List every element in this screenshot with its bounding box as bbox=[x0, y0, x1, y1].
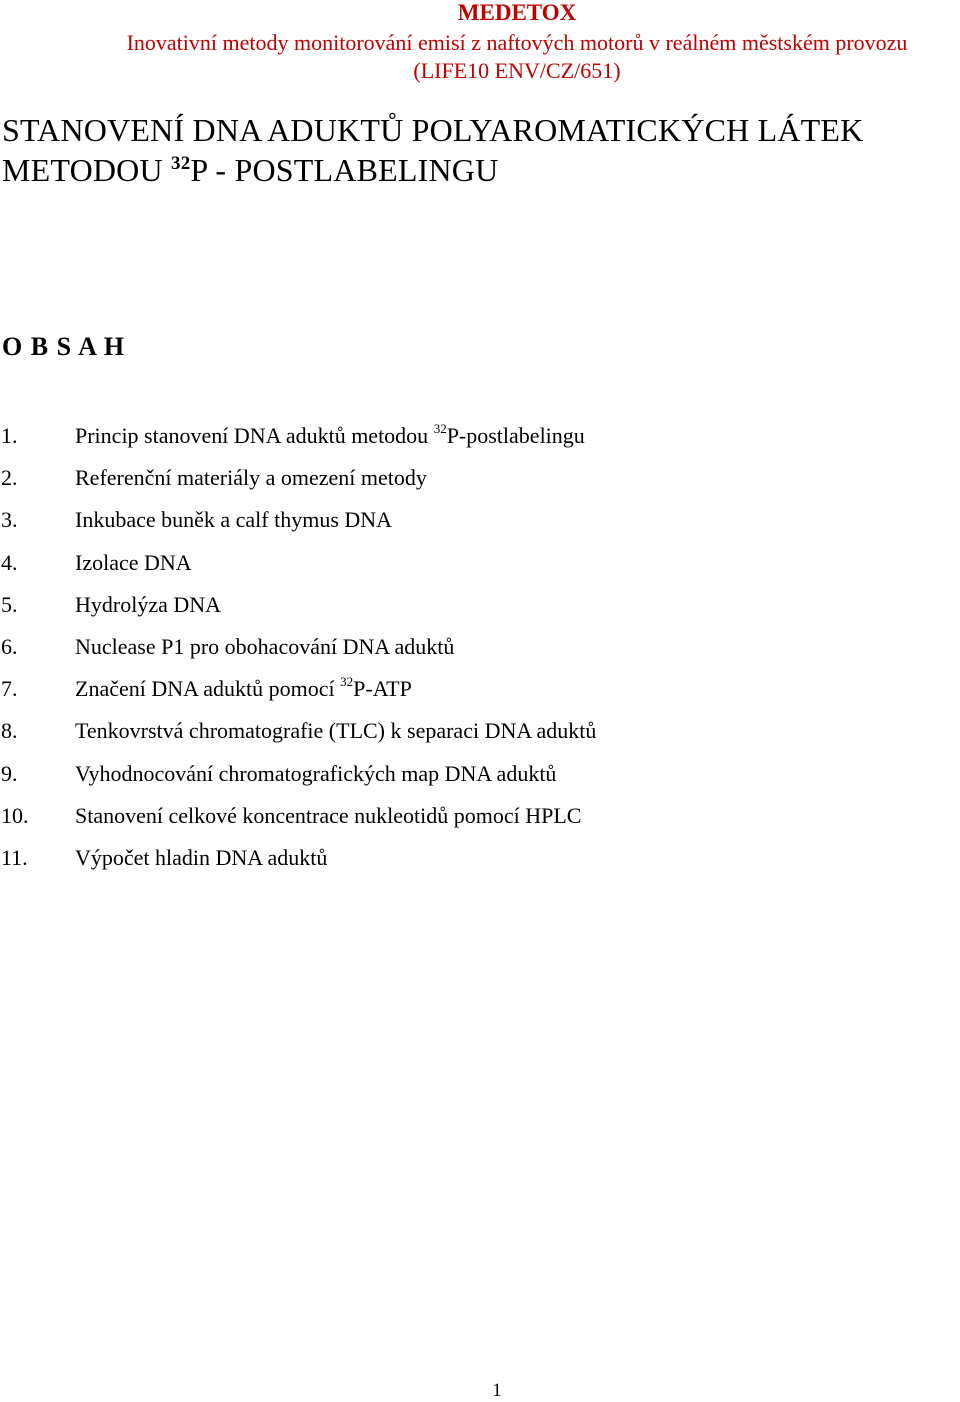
toc-item bbox=[0, 842, 596, 884]
toc-item bbox=[0, 800, 596, 842]
toc-item-title-text: Nuclease P1 pro obohacování DNA aduktů bbox=[75, 633, 455, 659]
toc-item bbox=[0, 462, 596, 504]
toc-item-title-text: Stanovení celkové koncentrace nukleotidů pomocí HPLC bbox=[75, 802, 582, 828]
project-name: MEDETOX bbox=[457, 0, 577, 25]
title-line-1: STANOVENÍ DNA ADUKTŮ POLYAROMATICKÝCH LÁTEK bbox=[2, 112, 864, 148]
toc-item-title bbox=[75, 592, 221, 617]
toc-item bbox=[0, 504, 596, 546]
toc-item-title-text: Izolace DNA bbox=[75, 549, 192, 575]
toc-item-title-text: Tenkovrstvá chromatografie (TLC) k separaci DNA aduktů bbox=[75, 718, 597, 744]
toc-item bbox=[0, 758, 596, 800]
toc-item-title-text: Značení DNA aduktů pomocí bbox=[75, 676, 341, 702]
toc-item-title bbox=[75, 634, 454, 659]
toc-item-title bbox=[75, 845, 327, 870]
title-isotope-superscript: 32 bbox=[171, 153, 191, 174]
toc-item-number: 5. bbox=[1, 591, 18, 617]
toc-item-title-text: Referenční materiály a omezení metody bbox=[75, 465, 427, 491]
toc-item-number: 11. bbox=[1, 844, 28, 870]
toc-item-number: 4. bbox=[1, 549, 18, 575]
toc-item-title-text: Vyhodnocování chromatografických map DNA aduktů bbox=[75, 760, 557, 786]
toc-item-isotope-superscript: 32 bbox=[433, 421, 447, 436]
title-line-2 bbox=[2, 150, 864, 190]
title-line-2-suffix: P - POSTLABELINGU bbox=[190, 152, 499, 188]
toc-item-title-suffix: P-ATP bbox=[353, 676, 412, 702]
project-subtitle: Inovativní metody monitorování emisí z naftových motorů v reálném městském provozu bbox=[126, 30, 908, 55]
toc-item-isotope-superscript: 32 bbox=[340, 674, 354, 690]
toc-item bbox=[0, 631, 596, 673]
table-of-contents bbox=[0, 420, 596, 884]
toc-item-title bbox=[75, 803, 581, 828]
toc-item-title-text: Princip stanovení DNA aduktů metodou bbox=[75, 423, 434, 448]
project-code: (LIFE10 ENV/CZ/651) bbox=[413, 58, 621, 83]
title-line-2-prefix: METODOU bbox=[2, 152, 172, 188]
toc-item bbox=[0, 547, 596, 589]
toc-item-number: 1. bbox=[1, 423, 18, 448]
document-header bbox=[0, 0, 960, 85]
toc-item-title bbox=[75, 423, 585, 448]
toc-item bbox=[0, 589, 596, 631]
toc-item-title bbox=[75, 507, 392, 532]
toc-item-number: 2. bbox=[1, 465, 18, 491]
toc-item bbox=[0, 420, 596, 462]
toc-item-number: 6. bbox=[1, 633, 18, 659]
document-title bbox=[2, 110, 864, 190]
toc-item-title-suffix: P-postlabelingu bbox=[446, 423, 585, 448]
toc-item-number: 7. bbox=[1, 676, 18, 702]
toc-item-title bbox=[75, 465, 427, 490]
toc-item-title-text: Výpočet hladin DNA aduktů bbox=[75, 844, 328, 870]
toc-item-title bbox=[75, 676, 412, 701]
toc-item bbox=[0, 715, 596, 757]
toc-item-number: 8. bbox=[1, 718, 18, 744]
toc-item-title bbox=[75, 718, 596, 743]
toc-item-title-text: Hydrolýza DNA bbox=[75, 591, 222, 617]
toc-heading: O B S A H bbox=[2, 332, 126, 361]
toc-item-number: 3. bbox=[1, 507, 18, 533]
toc-item-number: 9. bbox=[1, 760, 18, 786]
toc-item-title-text: Inkubace buněk a calf thymus DNA bbox=[75, 507, 393, 533]
toc-item-title bbox=[75, 761, 556, 786]
toc-item bbox=[0, 673, 596, 715]
toc-item-title bbox=[75, 550, 192, 575]
toc-item-number: 10. bbox=[1, 802, 29, 828]
page-number: 1 bbox=[492, 1380, 502, 1401]
